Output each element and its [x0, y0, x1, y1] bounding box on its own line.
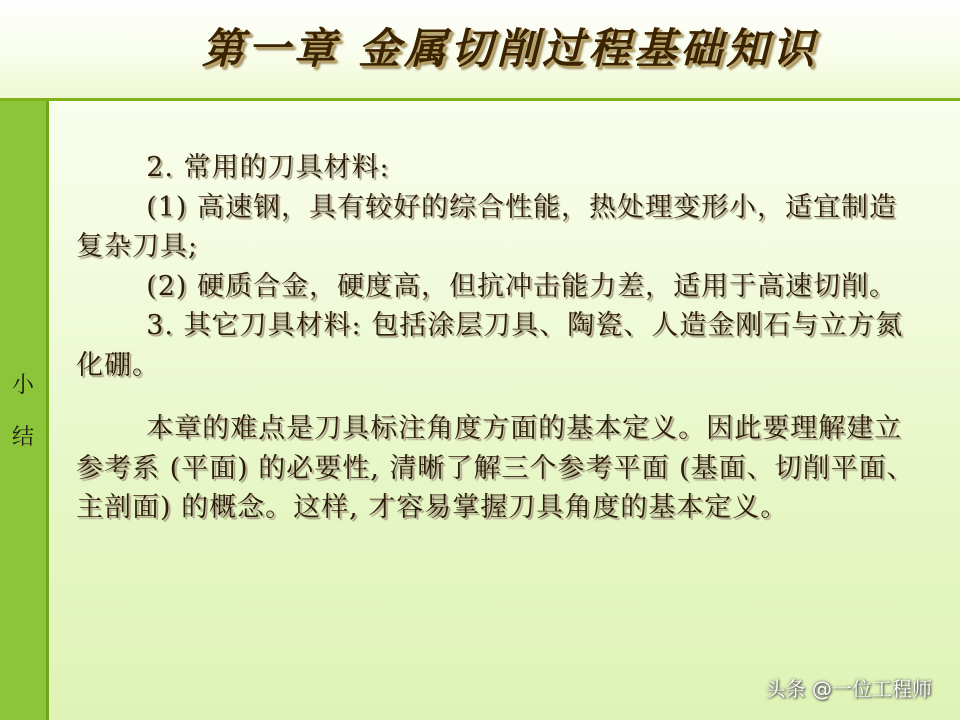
- paragraph-chapter-difficulty: 本章的难点是刀具标注角度方面的基本定义。因此要理解建立参考系 (平面) 的必要性, 清晰了解三个参考平面 (基面、切削平面、主剖面) 的概念。这样, 才容易掌握刀具角度的基本定义。: [76, 413, 915, 523]
- slide-body: [76, 148, 918, 528]
- slide-title: 第一章 金属切削过程基础知识: [201, 24, 819, 73]
- paragraph-cemented-carbide: (2) 硬质合金，硬度高，但抗冲击能力差，适用于高速切削。: [146, 270, 898, 302]
- side-label-char-1: 小: [11, 373, 34, 398]
- paragraph-high-speed-steel: (1) 高速钢，具有较好的综合性能，热处理变形小，适宜制造复杂刀具;: [76, 191, 898, 262]
- watermark-text: 头条 @一位工程师: [765, 677, 932, 701]
- side-label-char-2: 结: [11, 425, 34, 450]
- paragraph-gap: [76, 385, 918, 409]
- paragraph-tool-materials-heading: 2. 常用的刀具材料:: [146, 152, 390, 183]
- header-divider: [0, 98, 960, 101]
- side-divider: [46, 101, 49, 720]
- side-label: [0, 360, 46, 464]
- slide-header-band: [0, 0, 960, 98]
- paragraph-other-tool-materials: 3. 其它刀具材料: 包括涂层刀具、陶瓷、人造金刚石与立方氮化硼。: [76, 310, 904, 381]
